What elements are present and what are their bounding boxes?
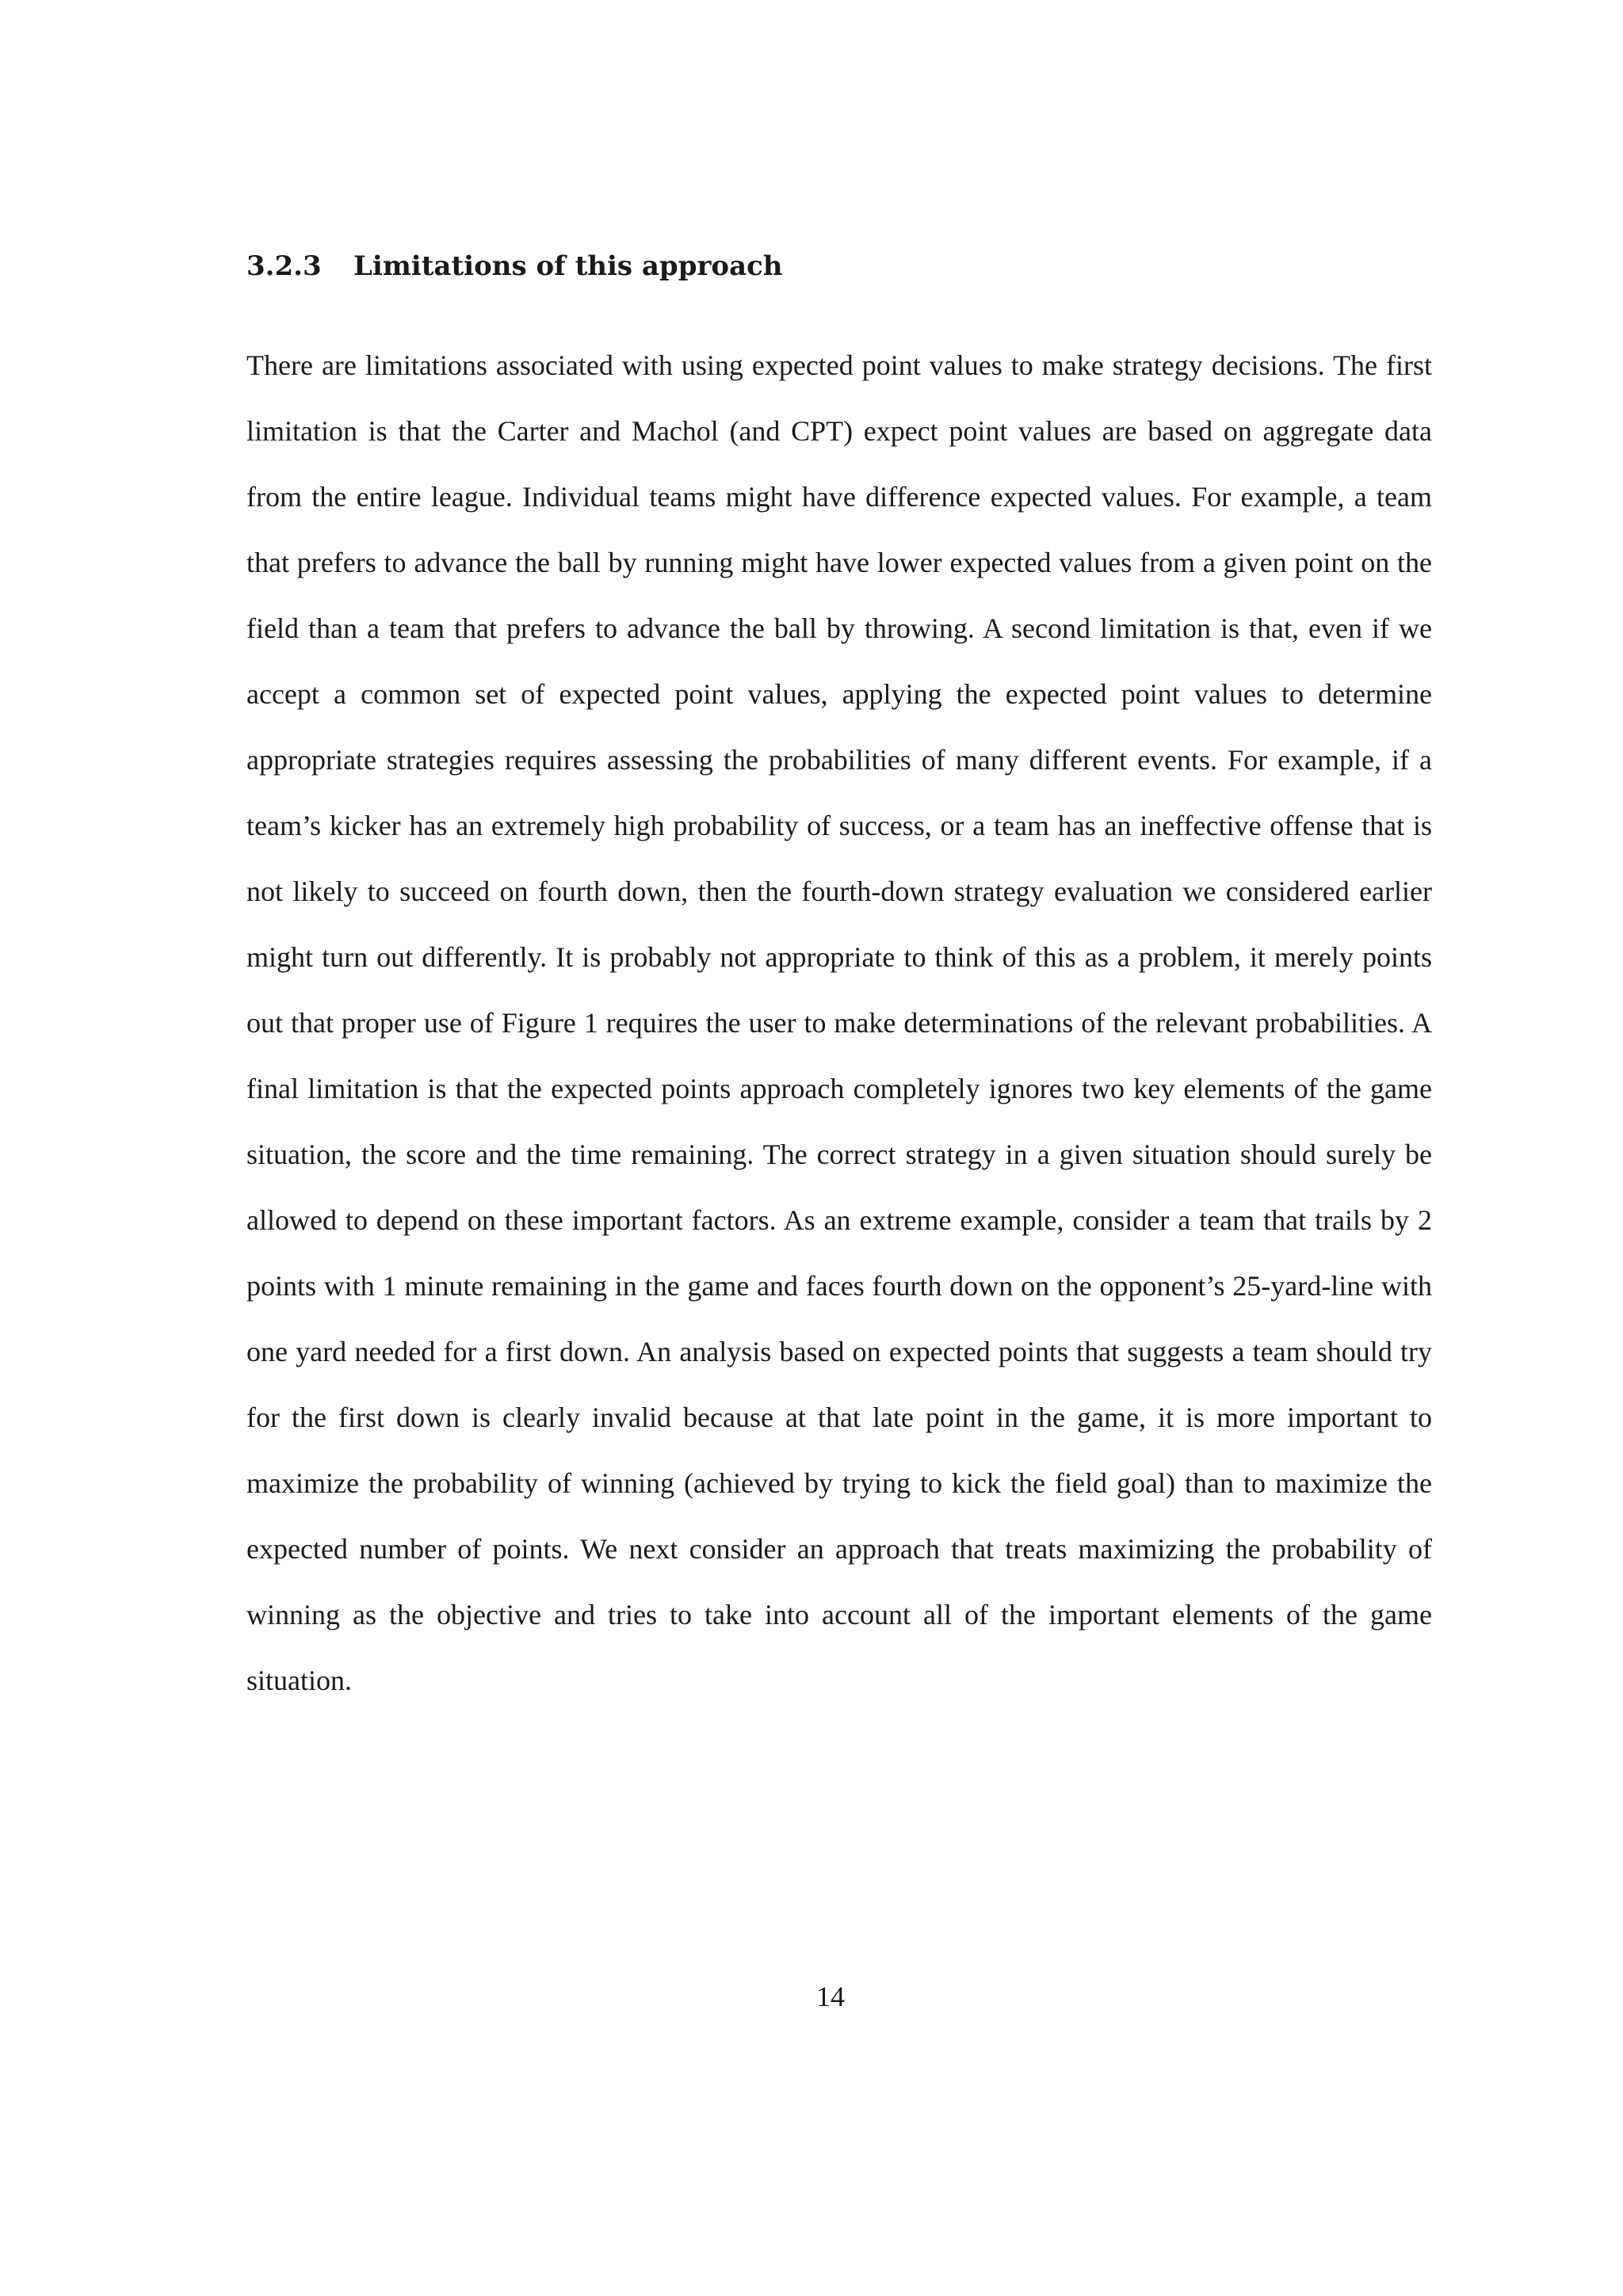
section-title: Limitations of this approach xyxy=(353,250,783,282)
section-number: 3.2.3 xyxy=(246,250,322,282)
page-number: 14 xyxy=(816,1981,845,2012)
body-paragraph: There are limitations associated with using expected point values to make strategy decisions. The first limitation is that the Carter and Machol (and CPT) expect point values are based on aggregate data from the entire league. Individual teams might have difference expected values. For example, a team that prefers to advance the ball by running might have lower expected values from a given point on the field than a team that prefers to advance the ball by throwing. A second limitation is that, even if we accept a common set of expected point values, applying the expected point values to determine appropriate strategies requires assessing the probabilities of many different events. For example, if a team’s kicker has an extremely high probability of success, or a team has an ineffective offense that is not likely to succeed on fourth down, then the fourth-down strategy evaluation we considered earlier might turn out differently. It is probably not appropriate to think of this as a problem, it merely points out that proper use of Figure 1 requires the user to make determinations of the relevant probabilities. A final limitation is that the expected points approach completely ignores two key elements of the game situation, the score and the time remaining. The correct strategy in a given situation should surely be allowed to depend on these important factors. As an extreme example, consider a team that trails by 2 points with 1 minute remaining in the game and faces fourth down on the opponent’s 25-yard-line with one yard needed for a first down. An analysis based on expected points that suggests a team should try for the first down is clearly invalid because at that late point in the game, it is more important to maximize the probability of winning (achieved by trying to kick the field goal) than to maximize the expected number of points. We next consider an approach that treats maximizing the probability of winning as the objective and tries to take into account all of the important elements of the game situation. xyxy=(246,349,1432,1696)
section-heading xyxy=(246,247,1435,285)
